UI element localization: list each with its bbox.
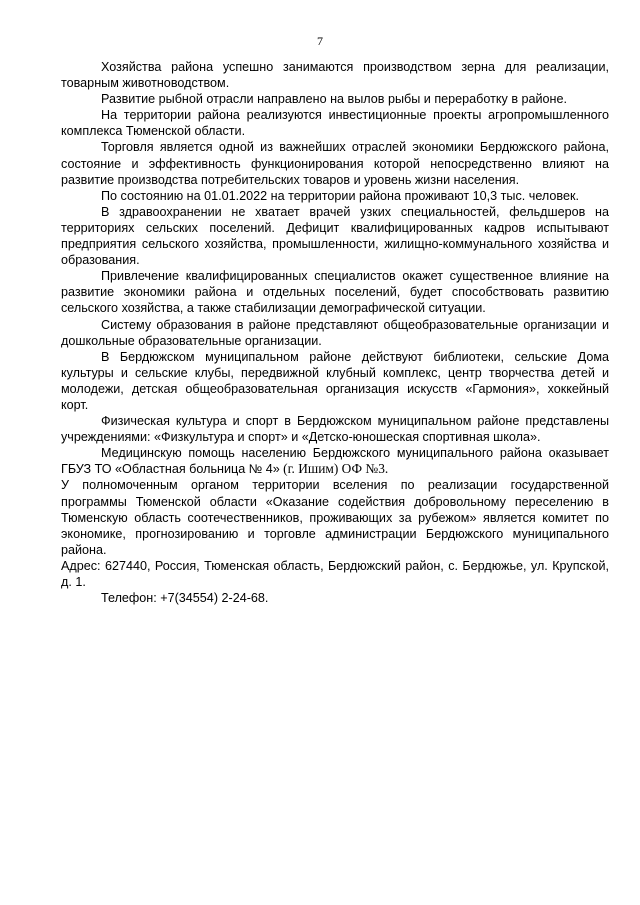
paragraph-healthcare: В здравоохранении не хватает врачей узких специальностей, фельдшеров на территориях сельских поселений. Дефицит квалифицированных кадров испытывают предприятия сельского хозяйства, промышленности, жилищно-коммунального хозяйства и образования. xyxy=(61,204,609,268)
medical-main-text: Медицинскую помощь населению Бердюжского муниципального района оказывает ГБУЗ ТО «Областная больница № 4» xyxy=(61,446,609,477)
paragraph-medical xyxy=(61,445,609,477)
paragraph-investment: На территории района реализуются инвестиционные проекты агропромышленного комплекса Тюменской области. xyxy=(61,108,609,139)
paragraph-trade: Торговля является одной из важнейших отраслей экономики Бердюжского района, состояние и эффективность функционирования которой непосредственно влияют на развитие производства потребительских товаров и уровень жизни населения. xyxy=(61,140,609,187)
medical-serif-text: (г. Ишим) ОФ №3. xyxy=(279,461,389,477)
paragraph-education: Систему образования в районе представляют общеобразовательные организации и дошкольные образовательные организации. xyxy=(61,317,609,348)
page-number: 7 xyxy=(317,34,323,48)
paragraph-sport: Физическая культура и спорт в Бердюжском муниципальном районе представлены учреждениями: «Физкультура и спорт» и «Детско-юношеская спортивная школа». xyxy=(61,414,609,445)
paragraph-phone: Телефон: +7(34554) 2-24-68. xyxy=(101,591,269,606)
document-body xyxy=(61,59,609,606)
paragraph-culture: В Бердюжском муниципальном районе действуют библиотеки, сельские Дома культуры и сельские клубы, передвижной клубный комплекс, центр творчества детей и молодежи, детская общеобразовательная организация искусств «Гармония», хоккейный корт. xyxy=(61,349,609,412)
paragraph-address: Адрес: 627440, Россия, Тюменская область, Бердюжский район, с. Бердюжье, ул. Крупской, д. 1. xyxy=(61,558,609,589)
paragraph-specialists: Привлечение квалифицированных специалистов окажет существенное влияние на развитие экономики района и отдельных поселений, будет способствовать развитию сельского хозяйства, а также стабилизации демографической ситуации. xyxy=(61,269,609,316)
paragraph-agriculture: Хозяйства района успешно занимаются производством зерна для реализации, товарным животноводством. xyxy=(61,60,609,91)
paragraph-authority: У полномоченным органом территории вселения по реализации государственной программы Тюменской области «Оказание содействия добровольному переселению в Тюменскую область соотечественников, проживающих за рубежом» является комитет по экономике, прогнозированию и торговле администрации Бердюжского муниципального района. xyxy=(61,478,609,557)
paragraph-population: По состоянию на 01.01.2022 на территории района проживают 10,3 тыс. человек. xyxy=(101,188,579,203)
paragraph-fishery: Развитие рыбной отрасли направлено на вылов рыбы и переработку в районе. xyxy=(101,92,568,107)
